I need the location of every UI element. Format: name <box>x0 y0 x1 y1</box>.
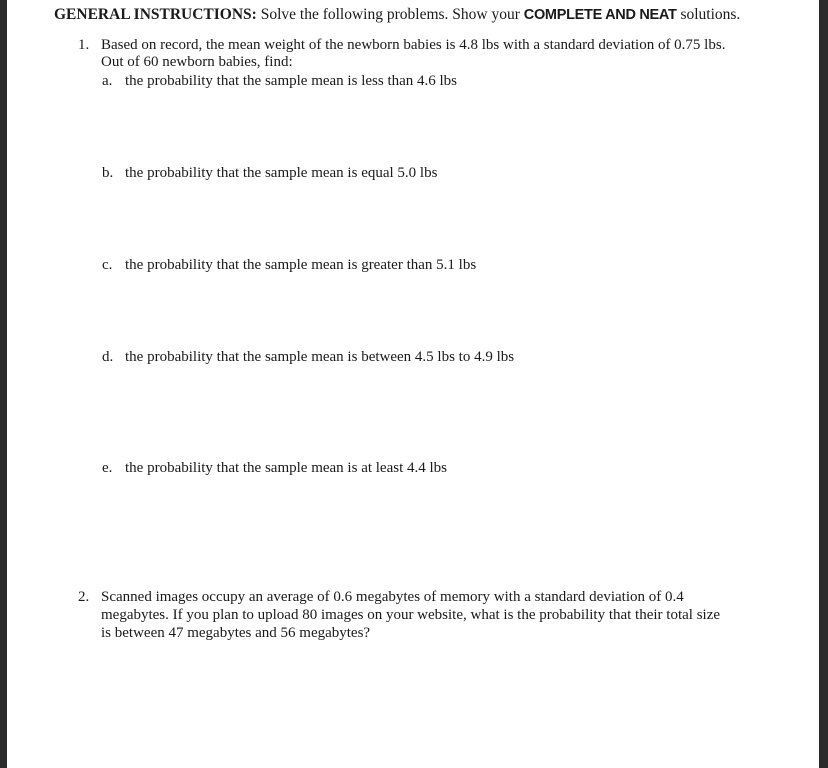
general-instructions <box>54 6 740 24</box>
part-e-text: the probability that the sample mean is at least 4.4 lbs <box>125 460 448 476</box>
part-a-text: the probability that the sample mean is less than 4.6 lbs <box>125 73 458 89</box>
problem-2-line-3: is between 47 megabytes and 56 megabytes? <box>101 625 371 641</box>
part-c-text: the probability that the sample mean is greater than 5.1 lbs <box>125 257 477 273</box>
part-e-letter: e. <box>102 460 113 476</box>
part-b-letter: b. <box>102 165 114 181</box>
document-page <box>7 0 819 768</box>
part-d-text: the probability that the sample mean is between 4.5 lbs to 4.9 lbs <box>125 349 515 365</box>
instructions-text-after: solutions. <box>676 6 741 23</box>
part-a-letter: a. <box>102 73 113 89</box>
problem-1-line-1: Based on record, the mean weight of the newborn babies is 4.8 lbs with a standard deviation of 0.75 lbs. <box>101 37 726 53</box>
problem-2-line-1: Scanned images occupy an average of 0.6 megabytes of memory with a standard deviation of 0.4 <box>101 589 684 605</box>
problem-2-number: 2. <box>78 589 90 605</box>
part-b-text: the probability that the sample mean is equal 5.0 lbs <box>125 165 438 181</box>
part-d-letter: d. <box>102 349 114 365</box>
instructions-text-before: Solve the following problems. Show your <box>256 6 524 23</box>
problem-1-line-2: Out of 60 newborn babies, find: <box>101 54 293 70</box>
part-c-letter: c. <box>102 257 113 273</box>
problem-1-number: 1. <box>78 37 90 53</box>
problem-2-line-2: megabytes. If you plan to upload 80 images on your website, what is the probability that their total size <box>101 607 721 623</box>
instructions-emphasis: COMPLETE AND NEAT <box>523 7 677 23</box>
instructions-heading: GENERAL INSTRUCTIONS: <box>54 6 257 23</box>
